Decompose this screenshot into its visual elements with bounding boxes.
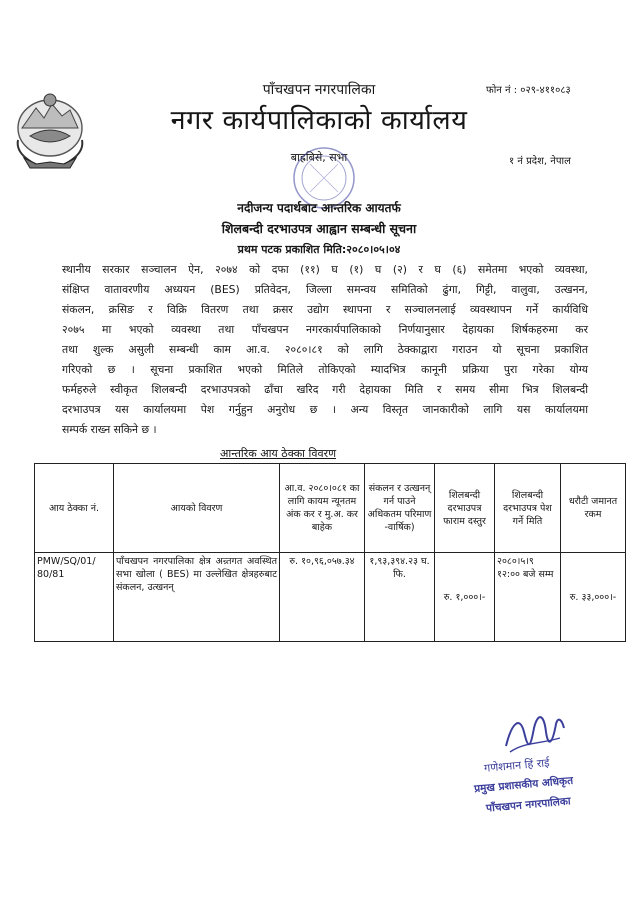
body-line: सम्पर्क राख्न सकिने छ । xyxy=(62,423,157,436)
notice-title-line2: शिलबन्दी दरभाउपत्र आह्वान सम्बन्धी सूचना xyxy=(221,221,417,236)
body-line: संक्षिप्त वातावरणीय अध्ययन (BES) प्रतिवेदन, जिल्ला समन्वय समितिको ढुंगा, गिट्टी, वालुवा, उत्खनन, xyxy=(62,283,588,296)
column-header: आय ठेक्का नं. xyxy=(35,464,114,553)
deposit-cell: रु. ३३,०००।- xyxy=(561,553,626,642)
body-line: फर्महरुले स्वीकृत शिलबन्दी दरभाउपत्रको ढाँचा खरिद गरी देहायका मिति र समय सीमा भित्र शिलबन्दी xyxy=(62,383,588,396)
office-title: नगर कार्यपालिकाको कार्यालय xyxy=(170,105,468,136)
notice-title-line1: नदीजन्य पदार्थबाट आन्तरिक आयतर्फ xyxy=(237,201,401,215)
min-amount-cell: रु. १०,९६,०५७.३४ xyxy=(280,553,365,642)
table-row xyxy=(35,553,626,642)
signer-name: गणेशमान हिं राई xyxy=(483,756,551,775)
column-header: आयको विवरण xyxy=(114,464,280,553)
signer-role: प्रमुख प्रशासकीय अधिकृत xyxy=(473,774,574,796)
table-caption: आन्तरिक आय ठेक्का विवरण xyxy=(220,447,337,460)
column-header: धरौटी जमानत रकम xyxy=(561,464,626,553)
contract-number-cell: PMW/SQ/01/ 80/81 xyxy=(35,553,114,642)
max-quantity-cell: १,९३,३९४.२३ घ. फि. xyxy=(365,553,435,642)
column-header: शिलबन्दी दरभाउपत्र फाराम दस्तुर xyxy=(435,464,495,553)
body-line: स्थानीय सरकार सञ्चालन ऐन, २०७४ को दफा (११) घ (१) घ (२) र घ (६) समेतमा भएको व्यवस्था, xyxy=(62,263,588,276)
contract-table xyxy=(34,463,626,642)
body-line: गरिएको छ । सूचना प्रकाशित भएको मितिले तोकिएको म्यादभित्र कानूनी प्रक्रिया पुरा गरेका योग्य xyxy=(62,363,588,376)
table-header-row xyxy=(35,464,626,553)
column-header: आ.व. २०८०।०८१ का लागि कायम न्यूनतम अंक कर र मु.अ. कर बाहेक xyxy=(280,464,365,553)
signature-icon xyxy=(500,702,570,762)
province-label: १ नं प्रदेश, नेपाल xyxy=(509,156,571,167)
body-line: तथा शुल्क असुली सम्बन्धी काम आ.व. २०८०।८१ को लागि ठेक्काद्वारा गराउन यो सूचना प्रकाशित xyxy=(62,343,588,356)
body-line: संकलन, क्रसिङ र विक्रि वितरण तथा क्रसर उद्योग स्थापना र सञ्चालनलाई व्यवस्थापन गर्ने कार्यविधि xyxy=(62,303,588,316)
form-fee-cell: रु. १,०००।- xyxy=(435,553,495,642)
column-header: संकलन र उत्खनन् गर्न पाउने अधिकतम परिमाण -वार्षिक) xyxy=(365,464,435,553)
office-phone: फोन नं : ०२९-४११०८३ xyxy=(486,85,571,96)
description-cell: पाँचखपन नगरपालिका क्षेत्र अन्र्तगत अवस्थित सभा खोला ( BES) मा उल्लेखित क्षेत्रहरुबाट संकलन, उत्खनन् xyxy=(114,553,280,642)
body-line: दरभाउपत्र यस कार्यालयमा पेश गर्नुहुन अनुरोध छ । अन्य विस्तृत जानकारीको लागि यस कार्यालयमा xyxy=(62,403,588,416)
publish-date: प्रथम पटक प्रकाशित मिति:२०८०।०५।०४ xyxy=(237,243,401,256)
office-name: पाँचखपन नगरपालिका xyxy=(262,82,376,98)
column-header: शिलबन्दी दरभाउपत्र पेश गर्ने मिति xyxy=(495,464,561,553)
office-location: बाह्रबिसे, सभा xyxy=(290,151,348,164)
signer-office: पाँचखपन नगरपालिका xyxy=(485,795,572,815)
submit-date-cell: २०८०।५।९ १२:०० बजे सम्म xyxy=(495,553,561,642)
body-line: २०७५ मा भएको व्यवस्था तथा पाँचखपन नगरकार्यपालिकाको निर्णयानुसार देहायका शिर्षकहरुमा कर xyxy=(62,323,588,336)
